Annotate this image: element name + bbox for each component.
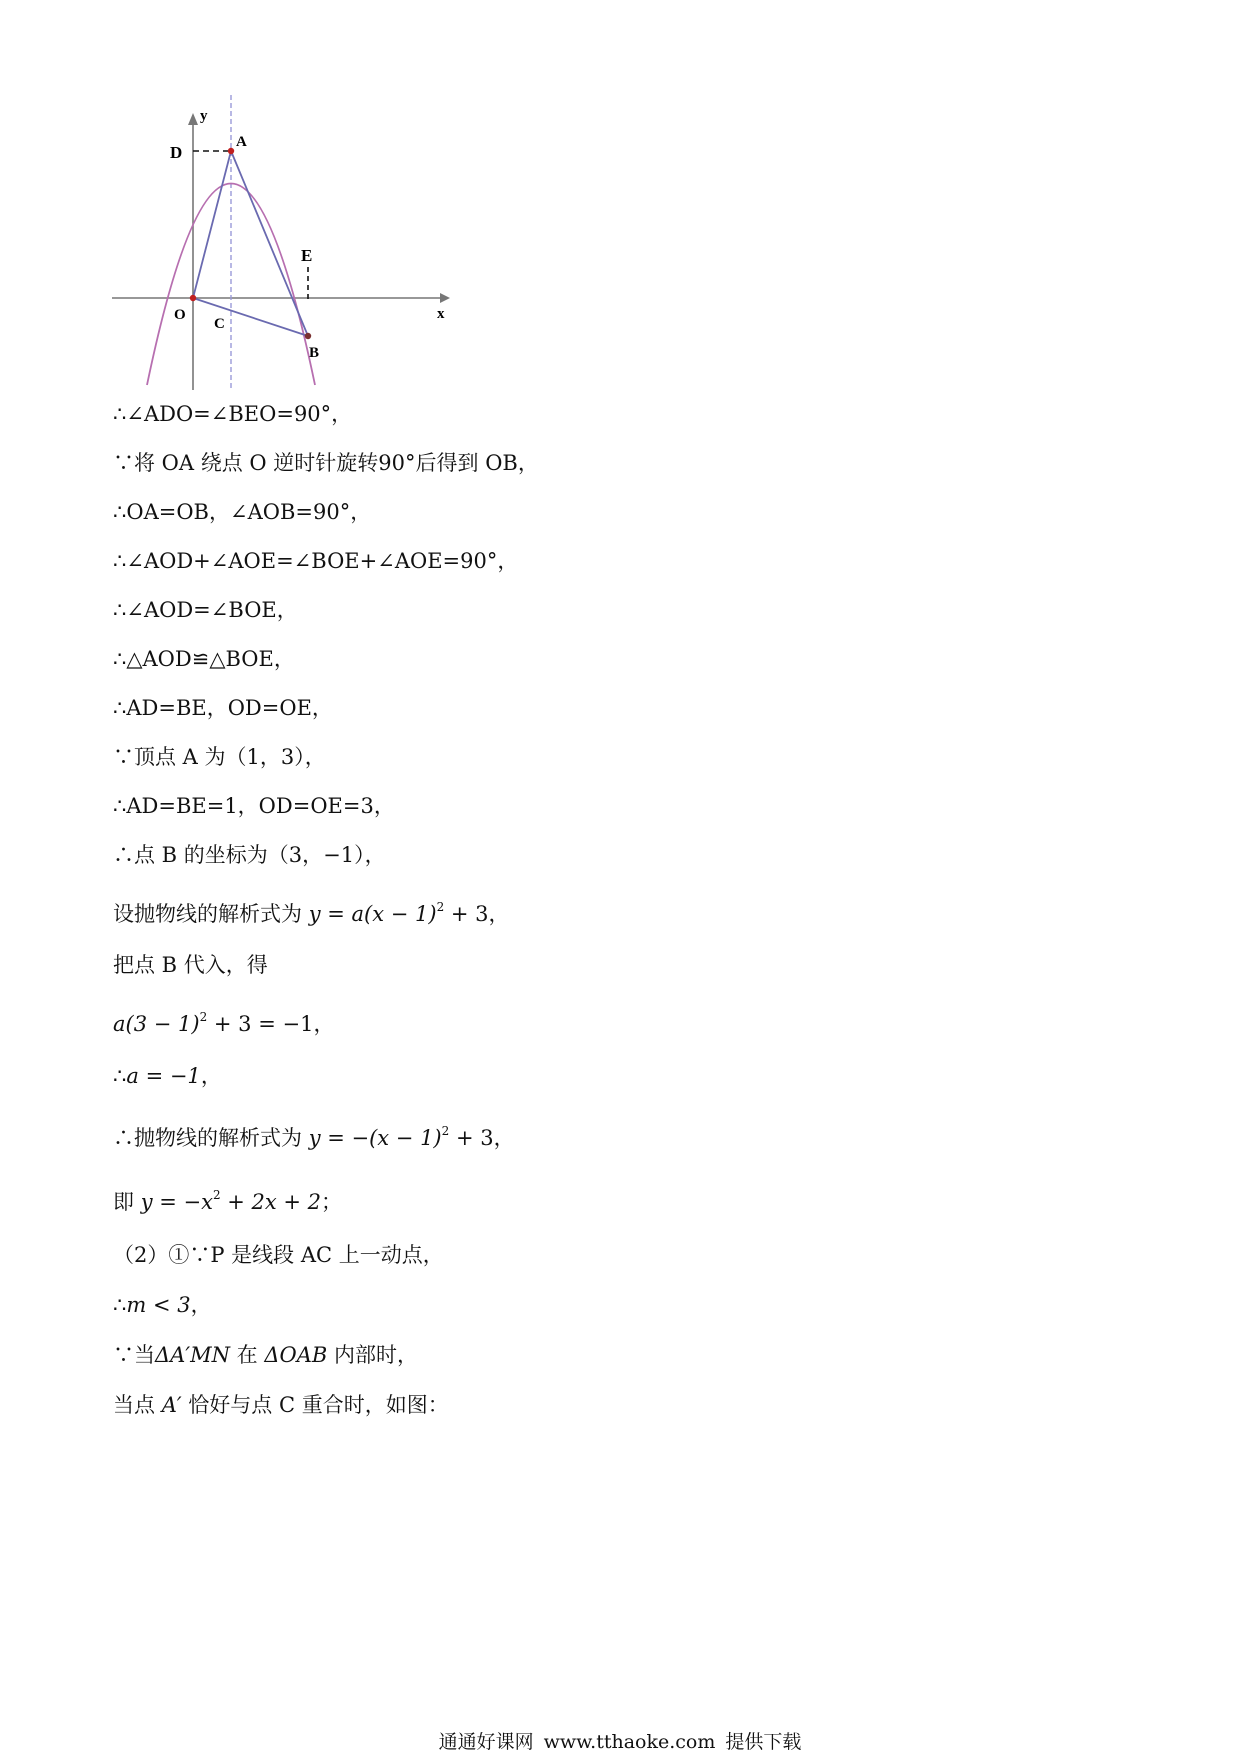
text-line: ∵顶点 A 为（1，3）， [113, 745, 326, 769]
equation-parabola: ∴抛物线的解析式为 $y = -(x - 1)^2 + 3$， [113, 1124, 515, 1150]
label-D: D [170, 143, 183, 162]
text-line: ∴AD=BE，OD=OE， [113, 696, 333, 720]
parabola-triangle-figure [100, 95, 520, 395]
label-O: O [174, 307, 186, 323]
text-line: ∴OA=OB，∠AOB=90°， [113, 500, 372, 524]
point-B [305, 333, 311, 339]
label-y: y [200, 108, 208, 124]
text-line: ∴AD=BE=1，OD=OE=3， [113, 794, 395, 818]
y-axis-arrow [188, 113, 198, 125]
text-line: ∴∠ADO=∠BEO=90°， [113, 402, 353, 426]
footer-site: 通通好课网 [438, 1731, 534, 1753]
text-line: ∵将 OA 绕点 O 逆时针旋转90°后得到 OB， [113, 451, 539, 475]
x-axis-arrow [440, 293, 450, 303]
equation-substitute: $a(3 - 1)^2 + 3 = -1$， [113, 1010, 335, 1036]
point-O [190, 295, 196, 301]
text-line: ∴△AOD≌△BOE， [113, 647, 295, 671]
text-line: 把点 B 代入，得 [113, 953, 268, 977]
label-x: x [437, 306, 445, 322]
text-line: ∴点 B 的坐标为（3，−1）， [113, 843, 386, 867]
equation-expanded: 即 $y = -x^2 + 2x + 2$； [113, 1188, 343, 1214]
equation-parabola-form: 设抛物线的解析式为 $y = a(x - 1)^2 + 3$， [113, 900, 510, 926]
text-line: ∴∠AOD=∠BOE， [113, 598, 298, 622]
label-A: A [236, 134, 247, 150]
equation-m-range: ∴m < 3， [113, 1293, 212, 1317]
label-C: C [214, 316, 225, 332]
label-B: B [309, 345, 320, 361]
text-line: （2）①∵P 是线段 AC 上一动点， [113, 1243, 444, 1267]
equation-a-value: ∴a = −1， [113, 1064, 222, 1088]
page-footer [0, 1727, 1240, 1754]
text-line: ∴∠AOD+∠AOE=∠BOE+∠AOE=90°， [113, 549, 519, 573]
triangle-OAB [193, 151, 308, 336]
footer-suffix: 提供下载 [725, 1731, 802, 1753]
text-line-point-A: 当点 A′ 恰好与点 C 重合时，如图： [113, 1393, 449, 1417]
text-line-triangle: ∵当ΔA′MN 在 ΔOAB 内部时， [113, 1343, 419, 1367]
point-A [228, 148, 234, 154]
footer-url[interactable]: www.tthaoke.com [543, 1731, 716, 1753]
label-E: E [301, 246, 313, 265]
